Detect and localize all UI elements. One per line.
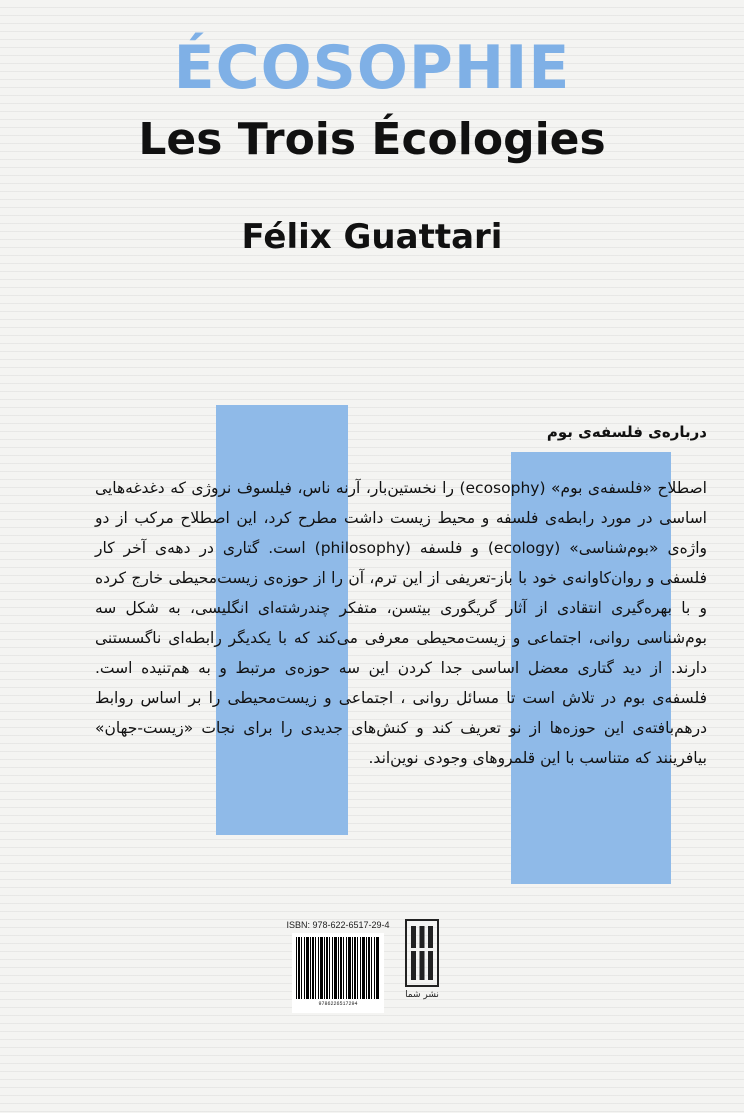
- barcode-bars: [296, 937, 380, 999]
- blurb-heading: درباره‌ی فلسفه‌ی بوم: [546, 423, 707, 441]
- cover-title: ÉCOSOPHIE: [173, 33, 571, 103]
- publisher-name: نشر شما: [405, 990, 439, 1000]
- blurb-body: اصطلاح «فلسفه‌ی بوم» (ecosophy) را نخستین‌بار، آرنه ناس، فیلسوف نروژی که دغدغه‌هایی اساسی در مورد رابطه‌ی فلسفه و محیط زیست داشت مطرح کرد، این اصطلاح مرکب از دو واژه‌ی «بوم‌شناسی» (ecology) و فلسفه (philosophy) است. گتاری در دهه‌ی آخر کار فلسفی و روان‌کاوانه‌ی خود با باز-تعریفی از این ترم، آن را از حوزه‌ی زیست‌محیطی خارج کرده و با بهره‌گیری انتقادی از آثار گریگوری بیتسن، متفکر چندرشته‌ای انگلیسی، به شکل سه بوم‌شناسی روانی، اجتماعی و زیست‌محیطی معرفی می‌کند که با یکدیگر رابطه‌ای ناگسستنی دارند. از دید گتاری معضل اساسی جدا کردن این سه حوزه‌ی مرتبط و به هم‌تنیده است. فلسفه‌ی بوم در تلاش است تا مسائل روانی ، اجتماعی و زیست‌محیطی را بر اساس روابط درهم‌بافته‌ی این حوزه‌ها از نو تعریف کند و کنش‌های جدیدی را برای نجات «زیست-جهان» بیافرینند که متناسب با این قلمروهای وجودی نوین‌اند.: [95, 479, 707, 767]
- isbn-label: ISBN: 978-622-6517-29-4: [286, 920, 390, 930]
- author-name: Félix Guattari: [241, 217, 503, 257]
- blurb: [95, 423, 707, 773]
- barcode-number: 9786226517294: [318, 1001, 358, 1007]
- barcode-area: [286, 920, 390, 1036]
- cover-subtitle: Les Trois Écologies: [138, 114, 606, 165]
- barcode: [292, 933, 384, 1013]
- publisher-logo-icon: [404, 918, 440, 988]
